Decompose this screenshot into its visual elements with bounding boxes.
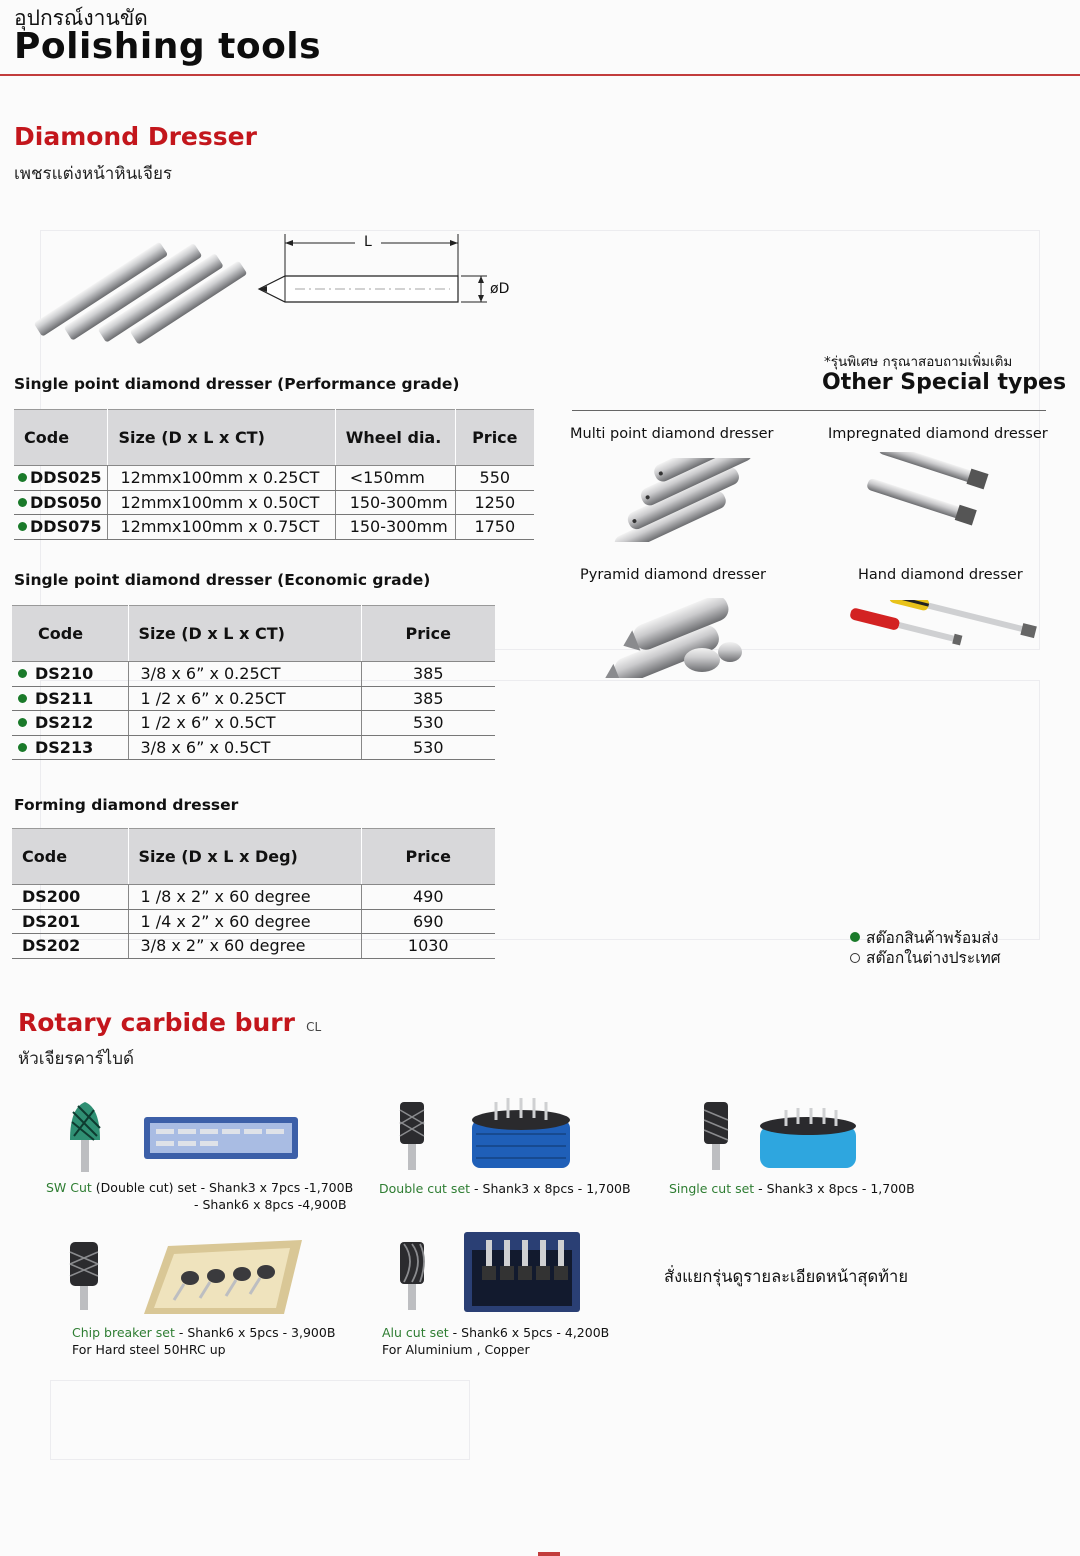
performance-grade-table <box>14 409 534 540</box>
forming-table <box>12 828 495 959</box>
col-wheel-dia: Wheel dia. <box>335 410 455 466</box>
table-row <box>12 686 495 711</box>
price-cell: 1030 <box>361 934 495 959</box>
in-stock-dot-icon <box>18 718 27 727</box>
rotary-cl-tag: CL <box>306 1020 322 1034</box>
in-stock-dot-icon <box>18 522 27 531</box>
table-row <box>12 909 495 934</box>
bleed-through-grid <box>50 1380 470 1460</box>
col-price: Price <box>361 829 495 885</box>
code-cell: DDS050 <box>14 490 108 515</box>
price-cell: 1250 <box>455 490 534 515</box>
code-cell: DS200 <box>12 885 128 910</box>
special-divider <box>572 410 1046 411</box>
double-cut-set-caption: Double cut set - Shank3 x 8pcs - 1,700B <box>379 1181 631 1196</box>
code-cell: DDS075 <box>14 515 108 540</box>
col-price: Price <box>455 410 534 466</box>
col-code: Code <box>14 410 108 466</box>
chip-breaker-set-box-image <box>134 1238 306 1314</box>
chip-breaker-burr-image <box>66 1240 102 1310</box>
price-cell: 530 <box>361 735 495 760</box>
code-cell: DDS025 <box>14 466 108 491</box>
multi-point-caption: Multi point diamond dresser <box>570 426 774 442</box>
col-code: Code <box>12 829 128 885</box>
header-divider <box>0 74 1080 76</box>
hand-dresser-caption: Hand diamond dresser <box>858 567 1023 583</box>
special-note: *รุ่นพิเศษ กรุณาสอบถามเพิ่มเติม <box>824 354 1013 370</box>
size-cell: 1 /8 x 2” x 60 degree <box>128 885 361 910</box>
alu-cut-burr-image <box>396 1240 428 1310</box>
price-cell: 690 <box>361 909 495 934</box>
bottom-accent-mark <box>538 1552 560 1556</box>
legend-overseas: สต๊อกในต่างประเทศ <box>850 945 1001 970</box>
rotary-title: Rotary carbide burr <box>18 1008 295 1037</box>
economic-grade-heading: Single point diamond dresser (Economic grade) <box>14 571 431 589</box>
sw-cut-set-box-image <box>142 1113 300 1163</box>
diamond-dresser-title: Diamond Dresser <box>14 122 257 151</box>
performance-grade-heading: Single point diamond dresser (Performance grade) <box>14 375 460 393</box>
price-cell: 550 <box>455 466 534 491</box>
diamond-dresser-thai-subtitle: เพชรแต่งหน้าหินเจียร <box>14 164 173 184</box>
table-row <box>12 885 495 910</box>
table-row <box>12 934 495 959</box>
code-cell: DS201 <box>12 909 128 934</box>
price-cell: 385 <box>361 662 495 687</box>
col-size: Size (D x L x Deg) <box>128 829 361 885</box>
sw-cut-name: SW Cut <box>46 1180 92 1195</box>
size-cell: 12mmx100mm x 0.50CT <box>108 490 335 515</box>
impregnated-dresser-image <box>862 452 992 532</box>
in-stock-dot-icon <box>850 932 860 942</box>
legend-in-stock: สต๊อกสินค้าพร้อมส่ง <box>850 925 998 950</box>
price-cell: 1750 <box>455 515 534 540</box>
in-stock-dot-icon <box>18 669 27 678</box>
multi-point-dresser-image <box>592 458 772 542</box>
code-cell: DS212 <box>12 711 128 736</box>
special-types-title: Other Special types <box>822 370 1067 395</box>
rotary-order-note: สั่งแยกรุ่นดูรายละเอียดหน้าสุดท้าย <box>664 1267 908 1286</box>
size-cell: 1 /4 x 2” x 60 degree <box>128 909 361 934</box>
impregnated-caption: Impregnated diamond dresser <box>828 426 1048 442</box>
code-cell: DS202 <box>12 934 128 959</box>
double-cut-set-case-image <box>466 1096 576 1168</box>
table-row <box>12 735 495 760</box>
in-stock-dot-icon <box>18 498 27 507</box>
single-cut-set-caption: Single cut set - Shank3 x 8pcs - 1,700B <box>669 1181 915 1196</box>
in-stock-dot-icon <box>18 694 27 703</box>
sw-cut-set-caption: SW Cut (Double cut) set - Shank3 x 7pcs -1,700B - Shank6 x 8pcs -4,900B <box>46 1180 354 1212</box>
size-cell: 3/8 x 2” x 60 degree <box>128 934 361 959</box>
pyramid-dresser-image <box>592 598 752 678</box>
size-cell: 12mmx100mm x 0.75CT <box>108 515 335 540</box>
double-cut-burr-image <box>396 1100 428 1170</box>
single-cut-name: Single cut set <box>669 1181 755 1196</box>
wheel-cell: <150mm <box>335 466 455 491</box>
rotary-thai-subtitle: หัวเจียรคาร์ไบด์ <box>18 1049 135 1069</box>
table-row <box>14 490 534 515</box>
code-cell: DS213 <box>12 735 128 760</box>
code-cell: DS211 <box>12 686 128 711</box>
table-row <box>14 515 534 540</box>
size-cell: 1 /2 x 6” x 0.5CT <box>128 711 361 736</box>
wheel-cell: 150-300mm <box>335 490 455 515</box>
dresser-dimension-diagram <box>255 228 525 318</box>
size-cell: 1 /2 x 6” x 0.25CT <box>128 686 361 711</box>
forming-heading: Forming diamond dresser <box>14 796 239 814</box>
page-title: Polishing tools <box>14 26 322 67</box>
diameter-label: øD <box>490 281 510 297</box>
single-cut-burr-image <box>700 1100 732 1170</box>
code-cell: DS210 <box>12 662 128 687</box>
chip-breaker-set-caption: Chip breaker set - Shank6 x 5pcs - 3,900B For Hard steel 50HRC up <box>72 1325 336 1357</box>
single-cut-set-case-image <box>756 1108 860 1168</box>
price-cell: 530 <box>361 711 495 736</box>
size-cell: 3/8 x 6” x 0.5CT <box>128 735 361 760</box>
sw-cut-burr-image <box>64 1100 106 1172</box>
wheel-cell: 150-300mm <box>335 515 455 540</box>
alu-cut-name: Alu cut set <box>382 1325 449 1340</box>
length-label: L <box>364 234 372 250</box>
economic-grade-table <box>12 605 495 760</box>
page-thai-title: อุปกรณ์งานขัด <box>14 6 148 30</box>
alu-cut-set-caption: Alu cut set - Shank6 x 5pcs - 4,200B For Aluminium , Copper <box>382 1325 610 1357</box>
in-stock-dot-icon <box>18 473 27 482</box>
col-size: Size (D x L x CT) <box>108 410 335 466</box>
size-cell: 3/8 x 6” x 0.25CT <box>128 662 361 687</box>
rotary-title-row <box>18 1008 321 1037</box>
chip-breaker-name: Chip breaker set <box>72 1325 175 1340</box>
diamond-dresser-product-image <box>30 230 240 340</box>
price-cell: 490 <box>361 885 495 910</box>
col-size: Size (D x L x CT) <box>128 606 361 662</box>
size-cell: 12mmx100mm x 0.25CT <box>108 466 335 491</box>
double-cut-name: Double cut set <box>379 1181 471 1196</box>
alu-cut-set-box-image <box>462 1230 582 1312</box>
in-stock-dot-icon <box>18 743 27 752</box>
table-row <box>12 711 495 736</box>
overseas-circle-icon <box>850 953 860 963</box>
pyramid-caption: Pyramid diamond dresser <box>580 567 767 583</box>
table-row <box>14 466 534 491</box>
price-cell: 385 <box>361 686 495 711</box>
table-row <box>12 662 495 687</box>
col-code: Code <box>12 606 128 662</box>
col-price: Price <box>361 606 495 662</box>
hand-dresser-image <box>846 600 1041 670</box>
